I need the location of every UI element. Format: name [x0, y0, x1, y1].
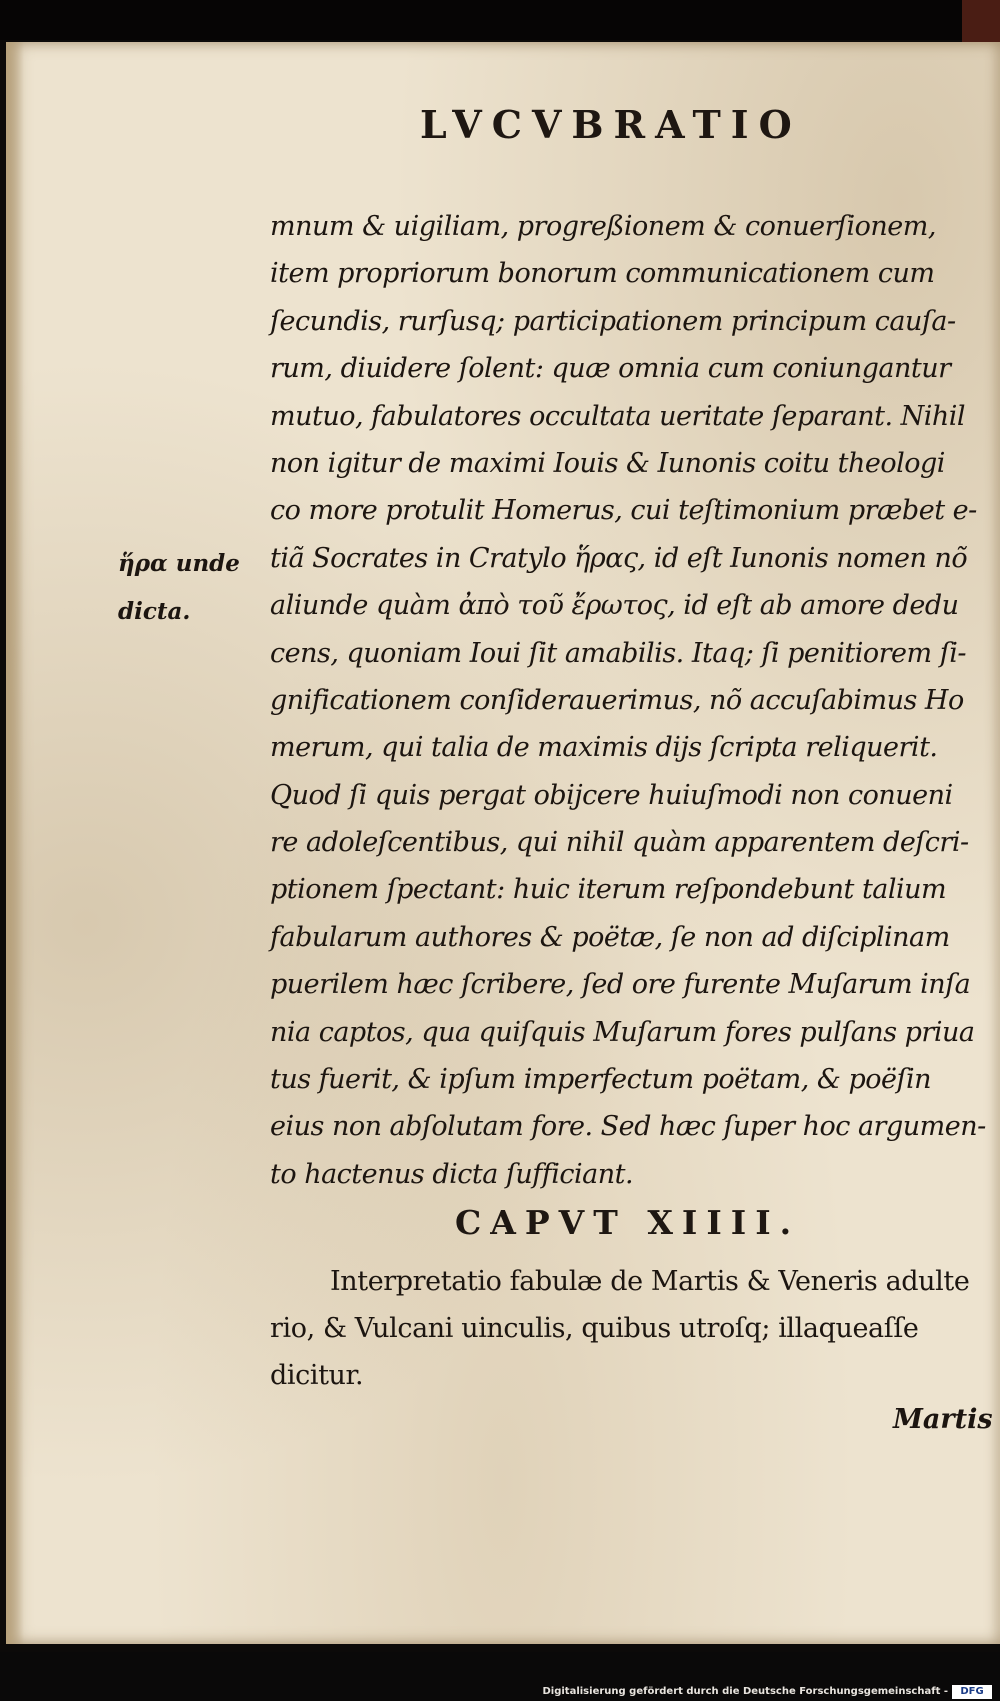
marginal-note-line: dicta.	[118, 598, 191, 625]
text-line: puerilem hæc ſcribere, ſed ore furente Muſarum inſa	[270, 969, 971, 1001]
text-line: to hactenus dicta ſufficiant.	[270, 1158, 634, 1190]
text-line: nia captos, qua quiſquis Muſarum fores pulſans priua	[270, 1016, 975, 1048]
summary-line: Interpretatio fabulæ de Martis & Veneris adulte	[330, 1266, 970, 1297]
book-cover-edge	[962, 0, 1000, 44]
text-line: mutuo, fabulatores occultata ueritate ſeparant. Nihil	[270, 400, 966, 432]
running-head: LVCVBRATIO	[420, 102, 802, 147]
text-line: tiã Socrates in Cratylo ἥρας, id eſt Iunonis nomen nõ	[270, 542, 968, 574]
text-line: ptionem ſpectant: huic iterum reſpondebunt talium	[270, 874, 947, 906]
dfg-logo: DFG	[952, 1685, 992, 1699]
chapter-summary	[270, 1258, 990, 1399]
text-line: non igitur de maximi Iouis & Iunonis coitu theologi	[270, 447, 945, 479]
summary-line: rio, & Vulcani uinculis, quibus utroſq; illaqueaſſe	[270, 1313, 919, 1344]
body-text	[270, 203, 990, 1198]
chapter-heading: CAPVT XIIII.	[455, 1203, 801, 1242]
text-line: co more protulit Homerus, cui teſtimonium præbet e-	[270, 495, 977, 527]
text-line: merum, qui talia de maximis dijs ſcripta reliquerit.	[270, 732, 938, 764]
text-line: re adoleſcentibus, qui nihil quàm apparentem deſcri-	[270, 827, 969, 859]
text-line: ſecundis, rurſusq; participationem principum cauſa-	[270, 305, 956, 337]
catchword: Martis	[893, 1404, 993, 1435]
text-line: aliunde quàm ἀπὸ τοῦ ἔρωτος, id eſt ab amore dedu	[270, 590, 959, 622]
marginal-note	[118, 540, 258, 636]
text-line: mnum & uigiliam, progreßionem & conuerſionem,	[270, 211, 936, 242]
text-line: fabularum authores & poëtæ, ſe non ad diſciplinam	[270, 921, 950, 953]
summary-line: dicitur.	[270, 1360, 364, 1391]
top-scan-border	[0, 0, 1000, 40]
text-line: gnificationem conſiderauerimus, nõ accuſabimus Ho	[270, 684, 964, 716]
text-line: item propriorum bonorum communicationem cum	[270, 258, 935, 290]
text-line: Quod ſi quis pergat obijcere huiuſmodi non conueni	[270, 779, 953, 811]
text-line: tus fuerit, & ipſum imperfectum poëtam, & poëſin	[270, 1064, 932, 1096]
marginal-note-line: ἥρα unde	[118, 550, 240, 577]
digitization-credit: Digitalisierung gefördert durch die Deutsche Forschungsgemeinschaft -	[542, 1686, 948, 1697]
text-line: cens, quoniam Ioui ſit amabilis. Itaq; ſi penitiorem ſi-	[270, 637, 966, 669]
text-line: eius non abſolutam fore. Sed hæc ſuper hoc argumen-	[270, 1111, 986, 1143]
page-gutter-shadow	[6, 42, 24, 1644]
text-line: rum, diuidere ſolent: quæ omnia cum coniungantur	[270, 353, 951, 385]
